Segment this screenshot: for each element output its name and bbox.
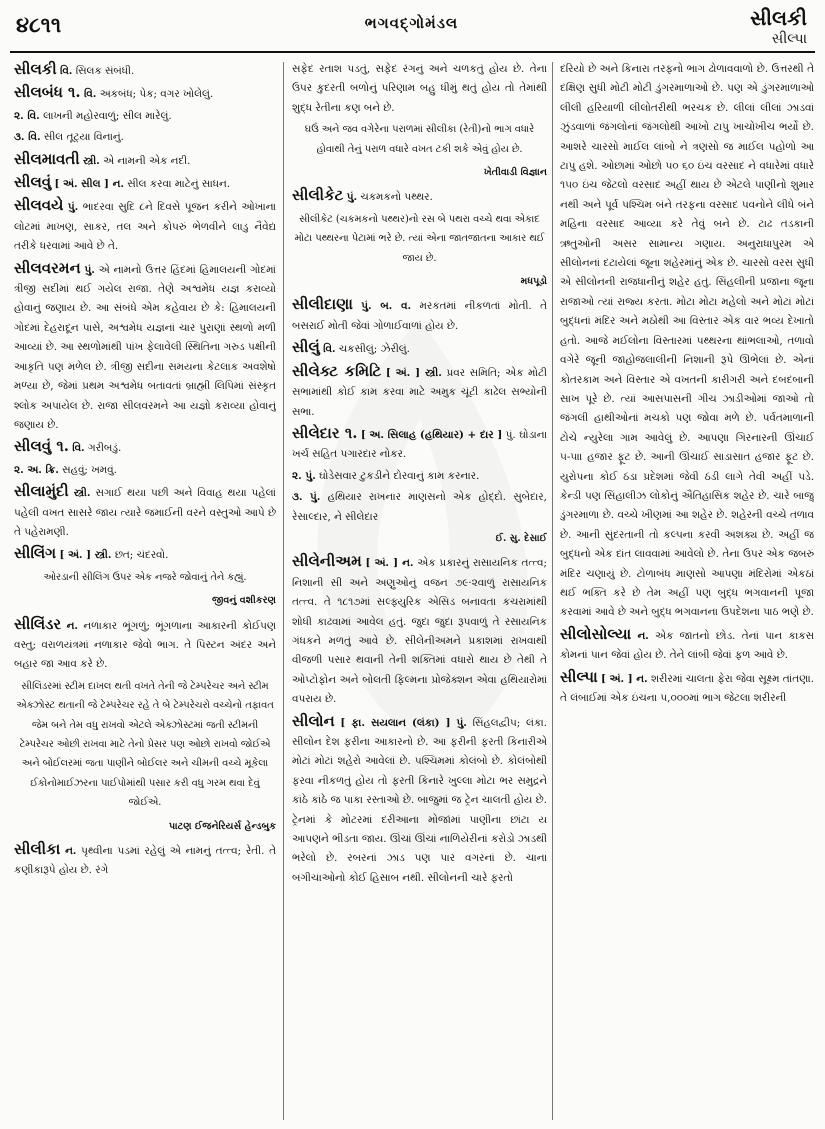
- grammar-label: ૩. પું.: [292, 491, 321, 504]
- grammar-label: વિ.: [83, 88, 97, 101]
- grammar-label: પું.: [346, 191, 358, 204]
- column-divider: [283, 62, 284, 1120]
- column-divider: [552, 62, 553, 1120]
- dictionary-entry: [14, 60, 276, 81]
- headword: સીલોસોલ્યા: [560, 624, 632, 643]
- headword: સીલામુંદી: [14, 482, 69, 501]
- grammar-label: [ અં. ] સ્ત્રી.: [59, 549, 112, 562]
- dictionary-entry: [14, 173, 276, 194]
- dictionary-entry: [292, 362, 547, 422]
- dictionary-entry: [14, 437, 276, 458]
- grammar-label: [ અ. સિલાહ (હથિયાર) + દાર ]: [360, 428, 503, 441]
- grammar-label: [ અં. ] ન.: [600, 672, 648, 685]
- grammar-label: ૩. વિ.: [14, 131, 41, 144]
- headword: સીલોન: [292, 711, 335, 730]
- grammar-label: ન.: [65, 845, 77, 858]
- definition-text: સિલક સંબંધી.: [75, 65, 135, 77]
- headword: સીલીદાણા: [292, 295, 353, 314]
- headword: સીલેદાર ૧.: [292, 423, 358, 442]
- headword: સીલવું ૧.: [14, 437, 69, 456]
- entry-sense: [14, 107, 276, 126]
- dictionary-entry: [560, 625, 814, 666]
- definition-text: અકબંધ; પેક; વગર ખોલેલું.: [99, 88, 214, 101]
- dictionary-entry: [14, 482, 276, 542]
- definition-text: એક પ્રકારનું રાસાયનિક તત્ત્વ; નિશાની સી અને અણુઓનું વજન ૭૯·૨વાળું રાસાયનિક તત્ત્વ. તે ૧૮૧૭માં સલ્ફ્યુરિક એસિડ બનાવતા કચરામાંથી શોધી કાઢવામાં આવેલ હતું. જુદા જુદા રૂપવાળું તે રસાયનિક ગંધકને મળતું આવે છે. સીલેનીઅમને પ્રકાશમાં રાખવાથી વીજળી પસાર થવાની તેની શક્તિમાં વધારો થાય છે તેથી તે ઓપ્ટોફોન અને બોલતી ફિલ્મના પ્રોજેક્શન એવા હથિયારોમાં વપરાય છે.: [292, 557, 547, 706]
- citation-source: પાટણ ઈજનેરિયર્સ હેન્ડબુક: [169, 820, 276, 832]
- definition-text: એક જાતનો છોડ. તેનાં પાન કાકસ કોમનાં પાન જેવાં હોય છે. તેને લાંબી જેવાં ફળ આવે છે.: [560, 629, 814, 662]
- guide-word-last: સીલ્પા: [771, 31, 807, 47]
- dictionary-entry: [14, 83, 276, 104]
- grammar-label: વિ.: [323, 343, 336, 356]
- definition-text: પું. ઘોડાના ખર્ચ સહિત પગારદાર નોકર.: [292, 428, 547, 461]
- headword: સીલેનીઅમ: [292, 552, 362, 571]
- entry-sense: [292, 60, 547, 118]
- headword: સીલમાવતી: [14, 149, 80, 168]
- definition-text: પૃથ્વીના પડમાં રહેલું એ નામનું તત્ત્વ; રેતી. તે કણીકારૂપે હોય છે. રંગે: [14, 845, 276, 877]
- definition-text: સિંહલદ્વીપ; લંકા. સીલોન દેશ ફરીના આકારનો છે. આ ફરીની ફરતી કિનારીએ મોટાં મોટાં શહેરો આવેલાં છે. પશ્ચિમમાં કોલંબો છે. કોલંબોથી ફરવા નીકળતું હોય તો ફરતી કિનારે ખુલ્લા મોટા ભર સમુદ્રને કાંઠે કાંઠે જ પાકા રસ્તાઓ છે. બાજુમાં જ ટ્રેન ચાલતી હોય છે. ટ્રેનમાં કે મોટરમાં દરીઆના મોજાંમાં પાણીના છાંટા ય આપણને ભીડતા જાય. ઊંચાં ઊંચાં નાળિયેરીનાં કરોડો ઝાડથી ભરેલો છે. રબરનાં ઝાડ પણ પાર વગરનાં છે. ચાના બગીચાઓનો કોઈ હિસાબ નથી. સીલોનની ચારે ફરતો: [292, 716, 547, 884]
- citation-quote: ઘઉં અને જવ વગેરેના પરાળમાં સીલીકા (રેતી)નો ભાગ વધારે હોવાથી તેનું પરાળ વધારે વખત ટકી શકે એવું હોય છે.: [304, 124, 535, 155]
- dictionary-entry: [14, 840, 276, 881]
- dictionary-entry: [292, 295, 547, 336]
- headword: સીલવું: [14, 173, 52, 192]
- headword: સીલિંડર: [14, 614, 62, 633]
- grammar-label: વિ.: [72, 442, 85, 455]
- dictionary-entry: [14, 259, 276, 436]
- entry-sense: [292, 467, 547, 486]
- dictionary-entry: [292, 552, 547, 709]
- grammar-label: ન.: [637, 629, 649, 642]
- definition-text: ચકમકનો પથ્થર.: [360, 191, 433, 204]
- grammar-label: સ્ત્રી.: [82, 154, 100, 167]
- entry-sense: [14, 461, 276, 480]
- grammar-label: પું.: [67, 201, 79, 214]
- headword: સીલ્પા: [560, 667, 598, 686]
- headword: સીલવયે: [14, 196, 64, 215]
- grammar-label: ૨. વિ.: [14, 109, 40, 122]
- citation-source: મધપૂડો: [520, 276, 547, 288]
- dictionary-entry: [14, 544, 276, 565]
- grammar-label: પું.: [84, 263, 95, 276]
- definition-text: ગરીબડું.: [88, 442, 122, 455]
- entry-sense: [560, 60, 814, 623]
- headword: સીલું: [292, 338, 320, 357]
- definition-text: પ્રવર સમિતિ; એક મોટી સભામાંથી કોઈ કામ કરવા માટે અમુક ચૂંટી કાઢેલ સભ્યોની સભા.: [292, 366, 547, 418]
- headword: સીલિંગ: [14, 544, 57, 563]
- headword: સીલબંધ ૧.: [14, 83, 81, 102]
- definition-text: શરીરમાં ચાલતા ફેરા જેવા સૂક્ષ્મ તાંતણા. તે લંબાઈમાં એક ઇંચના ૫,૦૦૦માં ભાગ જેટલા શરીરની: [560, 672, 814, 704]
- citation-quote: સીલિંડરમાં સ્ટીમ દાખલ થતી વખતે તેની જે ટેમ્પરેચર અને સ્ટીમ એક્ઝોસ્ટ થતાની જે ટેમ્પરેચર રહે તે બે ટેમ્પરેચરો વચ્ચેનો તફાવત જેમ બને તેમ વધુ રાખવો એટલે એક્ઝોસ્ટમાં જતી સ્ટીમની ટેમ્પરેચર ઓછી રાખવા માટે તેનો પ્રેસર પણ ઓછો રાખવો જોઈએ અને બોઈલરમાં જતા પાણીને બોઈલર અને ચીમની વચ્ચે મૂકેલા ઈકોનોમાઈઝરના પાઈપોમાંથી પસાર કરી વધુ ગરમ થવા દેવું જોઈએ.: [16, 680, 274, 809]
- definition-text: લાખની મહોરવાળું; સીલ મારેલું.: [43, 109, 172, 122]
- entry-sense: [292, 488, 547, 527]
- definition-text: સીલ કરવા માટેનું સાધન.: [127, 178, 231, 191]
- headword: સીલેક્ટ કમિટિ: [292, 361, 382, 380]
- citation-source: ખેતીવાડી વિજ્ઞાન: [483, 167, 547, 179]
- definition-text: સહવું; ખમવું.: [62, 463, 117, 476]
- dictionary-entry: [292, 712, 547, 889]
- definition-text: હથિયાર રાખનાર માણસનો એક હોદ્દો. સુબેદાર, રેસાલ્દાર, ને સીલેદાર: [292, 491, 547, 523]
- headword: સીલવરમન: [14, 258, 81, 277]
- definition-text: દરિયો છે અને કિનારા તરફનો ભાગ ઢોળાવવાળો છે. ઉત્તરથી તે દક્ષિણ સુધી મોટી મોટી ડુંગરમાળાઓ છે. પણ એ ડુંગરમાળાઓ લીલી હરિયાળી લીલોતરીથી ભરચક છે. લીલાં લીલાં ઝાડવાં ઝુંડવાળાં જંગલોનાં જંગલોથી આખો ટાપુ ખાચોખીચ ભર્યો છે. આશરે ચારસો માઈલ લાંબો ને ત્રણસો જ માઈલ પહોળો આ ટાપુ હશે. ઓછામાં ઓછો ૫૦ ૬૦ ઇંચ વરસાદ ને વધારેમાં વધારે ૧૫૦ ઇંચ જેટલો વરસાદ અહીં થાય છે એટલે પાણીનો શુમાર નથી અને પૂર્વ પશ્ચિમ બંને તરફના વરસાદ પવનોને લીધે બંને મહિના વરસાદ આવ્યા કરે તેવું બને છે. ટાઢ તડકાની ઋતુઓની અસર સામાન્ય ગણાય. અનુરાધાપુરમ એ સીલોનનાં દટાયેલાં જૂના શહેરમાંનું એક છે. ચારસો વરસ સુધી એ સીલોનની રાજધાનીનું શહેર હતું. સિંહલીની પ્રજાના જૂના રાજાઓ ત્યાં રાજ્ય કરતા. મોટા મોટા મહેલો અને મોટાં મોટાં બુદ્ધનાં મંદિર અને મઠોથી આ વિસ્તાર એક વાર ભવ્ય દેખાતો હતો. આજે મઈલોના વિસ્તારમાં પથ્થરના થાંભલાઓ, તળાવો વગેરે જૂની જાહોજલાલીની નિશાની રૂપે ઊભેલાં છે. એનાં કોતરકામ અને વિસ્તાર એ વખતની કારીગરી અને દબદબાની સાખ પૂરે છે. ત્યાં આસપાસની ગીચ ઝાડીઓમાં જાઓ તો જંગલી હાથીઓનાં મચકો પણ જોવા મળે છે. પર્વતમાળાની ટોચે ન્યુરેલા ગામ આવેલું છે. આપણા ગિરનારની ઊંચાઈ ૫-૫॥ હજાર ફૂટ છે. આની ઊંચાઈ સાડાસાત હજાર ફૂટ છે. યુરોપના કોઈ ઠંડા પ્રદેશમાં જેવી ઠંડી લાગે તેવી અહીં પડે. કેન્ડી પણ સિંહાલીઝ લોકોનું ઐતિહાસિક શહેર છે. ચારે બાજુ ડુંગરમાળા છે. વચ્ચે ખીણમાં આ શહેર છે. શહેરની વચ્ચે તળાવ છે. આની સુંદરતાની તો કલ્પના કરવી અશક્ય છે. અહીં જ બુદ્ધનો એક દાંત લાવવામાં આવેલો છે. તેના ઉપર એક જબરું મંદિર ચણાયું છે. ટોળાબંધ માણસો આપણા મંદિરોમાં એકઠાં થઈ ભક્તિ કરે છે તેમ અહીં પણ બુદ્ધ ભગવાનની પૂજા કરવામાં આવે છે અને બુદ્ધ ભગવાનના ઉપદેશના પાઠ ભણે છે.: [560, 63, 814, 619]
- header-rule: [10, 51, 815, 53]
- dictionary-entry: [14, 196, 276, 256]
- grammar-label: પું. બ. વ.: [361, 300, 412, 313]
- definition-text: નળાકાર ભૂંગળું; ભૂંગળાના આકારની કોઈપણ વસ્તુ; વરાળયંત્રમાં નળાકાર જેવો ભાગ. તે પિસ્ટન અંદર અને બહાર જા આવ કરે છે.: [14, 619, 276, 671]
- definition-text: સફેદ રતાશ પડતું, સફેદ રંગનું અને ચળકતું હોય છે. તેના ઉપર કુદરતી બળોનું પરિણામ બહુ ધીમું થતું હોય તો તેમાંથી શુદ્ધ રેતીના કણ બને છે.: [292, 63, 547, 114]
- citation-quote: સીલીકેટ (ચકમકનો પથ્થર)નો રસ બે પથરા વચ્ચે થવા એકાદ મોટા પથ્થરના પેટામાં ભરે છે. ત્યાં એના જાતજાતના આકાર થઈ જાય છે.: [294, 213, 545, 264]
- entry-sense: [14, 128, 276, 147]
- definition-text: મરકતમાં નીકળતાં મોતી. તે બસરાઈ મોતી જેવાં ગોળાઈવાળાં હોય છે.: [292, 300, 547, 332]
- grammar-label: ૨. પું.: [292, 469, 316, 482]
- dictionary-entry: [292, 186, 547, 207]
- headword: સીલીકેટ: [292, 186, 344, 205]
- definition-text: એ નામની એક નદી.: [103, 154, 191, 167]
- dictionary-entry: [292, 424, 547, 465]
- citation-source: ઈ. સુ. દેસાઈ: [495, 532, 547, 544]
- dictionary-entry: [292, 338, 547, 359]
- dictionary-entry: [560, 668, 814, 709]
- definition-text: ઘોડેસવાર ટુકડીને દોરવાનું કામ કરનાર.: [319, 469, 480, 482]
- definition-text: ચકસીલું; ઝેરીલું.: [338, 343, 410, 356]
- citation-quote: ઓરડાની સીલિંગ ઉપર એક નજરે જોવાનું તેને કહ્યું.: [43, 571, 247, 583]
- headword: સીલીકા: [14, 840, 61, 859]
- definition-text: છત; ચંદરવો.: [114, 549, 169, 562]
- grammar-label: વિ.: [59, 65, 73, 77]
- grammar-label: [ અં. ] સ્ત્રી.: [385, 366, 442, 379]
- grammar-label: [ અં. ] ન.: [365, 557, 414, 570]
- grammar-label: [ ફા. સયલાન (લંકા) ] પું.: [340, 716, 467, 729]
- grammar-label: ૨. અ. ક્રિ.: [14, 463, 59, 476]
- definition-text: સગાઈ થયા પછી અને વિવાહ થયા પહેલાં પહેલી વખત સાસરે જાય ત્યારે જમાઈની વરને વસ્તુઓ આપે છે તે પહેરામણી.: [14, 487, 276, 538]
- dictionary-entry: [14, 150, 276, 171]
- headword: સીલકી: [14, 60, 57, 78]
- running-title: ભગવદ્ગોમંડલ: [364, 14, 459, 32]
- definition-text: એ નામનો ઉત્તર હિંદમાં હિમાલયની ગોદમાં ત્રીજી સદીમાં થઈ ગયેલ રાજા. તેણે અશ્વમેધ યજ્ઞ કરાવ્યો હોવાનું જણાય છે. આ સંબંધે એમ કહેવાય છે કે: હિમાલયની ગોદમાં દેહરાદૂન પાસે, અશ્વમેધ યજ્ઞનાં ચાર પુરાણાં સ્થળો મળી આવ્યાં છે. આ સ્થળોમાંથી પાંખ ફેલાવેલી સ્થિતિના ગરુડ પક્ષીની આકૃતિ પણ મળેલ છે. ત્રીજી સદીના સમયના કેટલાક અવશેષો મળ્યા છે, જેમાં પ્રથમ અશ્વમેધ બતાવતાં બ્રાહ્મી લિપિમાં સંસ્કૃત શ્લોક અપાયેલ છે. રાજા સીલવરમને આ યજ્ઞો કરાવ્યા હોવાનું જણાય છે.: [14, 263, 276, 431]
- column-3: [560, 60, 814, 1122]
- grammar-label: ન.: [66, 619, 78, 632]
- column-2: [292, 60, 547, 1122]
- dictionary-entry: [14, 615, 276, 675]
- definition-text: ભાદરવા સુદિ ૮ને દિવસે પૂજન કરીને ઓખાના લોટમાં માખણ, સાકર, તલ અને કોપરું ભેળવીને લાડુ નૈવેદ્ય તરીકે ધરવામાં આવે છે તે.: [14, 201, 276, 253]
- column-1: [14, 60, 276, 1122]
- grammar-label: સ્ત્રી.: [73, 487, 91, 500]
- definition-text: સીલ તૂટ્યા વિનાનું.: [43, 131, 124, 144]
- citation-source: જીવનું વશીકરણ: [211, 595, 276, 607]
- page-number: ૪૮૧૧: [16, 12, 62, 37]
- page-header: [10, 4, 813, 48]
- guide-word-first: સીલકી: [750, 6, 807, 30]
- grammar-label: [ અં. સીલ ] ન.: [54, 178, 124, 191]
